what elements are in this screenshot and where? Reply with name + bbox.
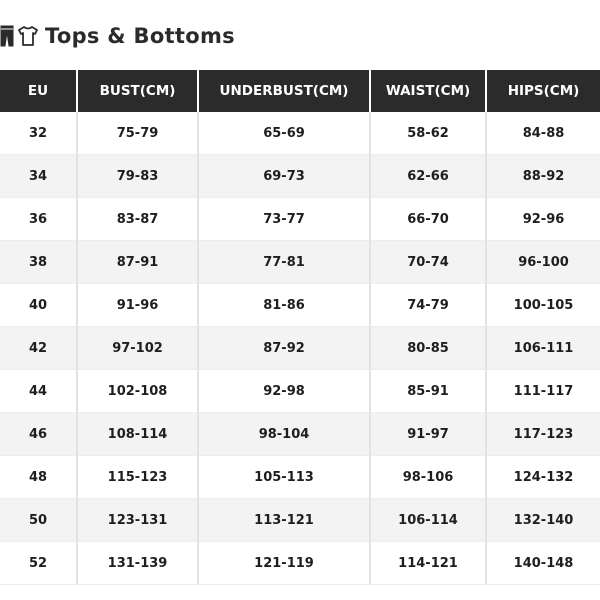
table-row [0, 198, 600, 241]
table-row [0, 499, 600, 542]
cell-underbust: 69-73 [199, 155, 371, 198]
cell-eu: 32 [0, 112, 78, 155]
table-row [0, 413, 600, 456]
column-header-waist: WAIST(CM) [371, 70, 487, 112]
pants-icon [0, 25, 14, 47]
cell-bust: 123-131 [78, 499, 199, 542]
table-row [0, 241, 600, 284]
cell-hips: 106-111 [487, 327, 600, 370]
cell-eu: 38 [0, 241, 78, 284]
cell-bust: 115-123 [78, 456, 199, 499]
cell-bust: 108-114 [78, 413, 199, 456]
table-row [0, 327, 600, 370]
cell-hips: 140-148 [487, 542, 600, 585]
cell-waist: 58-62 [371, 112, 487, 155]
cell-bust: 83-87 [78, 198, 199, 241]
cell-underbust: 81-86 [199, 284, 371, 327]
cell-eu: 40 [0, 284, 78, 327]
size-chart-table [0, 70, 600, 585]
table-row [0, 456, 600, 499]
page-title: Tops & Bottoms [45, 24, 235, 48]
cell-hips: 100-105 [487, 284, 600, 327]
cell-hips: 96-100 [487, 241, 600, 284]
cell-eu: 48 [0, 456, 78, 499]
column-header-bust: BUST(CM) [78, 70, 199, 112]
cell-bust: 97-102 [78, 327, 199, 370]
cell-eu: 34 [0, 155, 78, 198]
cell-waist: 80-85 [371, 327, 487, 370]
column-header-eu: EU [0, 70, 78, 112]
cell-waist: 62-66 [371, 155, 487, 198]
cell-underbust: 73-77 [199, 198, 371, 241]
cell-waist: 98-106 [371, 456, 487, 499]
cell-hips: 124-132 [487, 456, 600, 499]
column-header-hips: HIPS(CM) [487, 70, 600, 112]
cell-waist: 106-114 [371, 499, 487, 542]
cell-eu: 52 [0, 542, 78, 585]
cell-underbust: 65-69 [199, 112, 371, 155]
cell-hips: 132-140 [487, 499, 600, 542]
cell-hips: 84-88 [487, 112, 600, 155]
cell-hips: 111-117 [487, 370, 600, 413]
cell-waist: 70-74 [371, 241, 487, 284]
cell-underbust: 87-92 [199, 327, 371, 370]
cell-bust: 75-79 [78, 112, 199, 155]
cell-eu: 44 [0, 370, 78, 413]
cell-bust: 79-83 [78, 155, 199, 198]
cell-hips: 117-123 [487, 413, 600, 456]
cell-bust: 87-91 [78, 241, 199, 284]
column-header-underbust: UNDERBUST(CM) [199, 70, 371, 112]
cell-bust: 131-139 [78, 542, 199, 585]
cell-hips: 88-92 [487, 155, 600, 198]
title-icons [0, 25, 39, 47]
cell-underbust: 98-104 [199, 413, 371, 456]
table-row [0, 112, 600, 155]
shirt-icon [17, 25, 39, 47]
cell-waist: 74-79 [371, 284, 487, 327]
cell-underbust: 77-81 [199, 241, 371, 284]
cell-underbust: 105-113 [199, 456, 371, 499]
cell-eu: 42 [0, 327, 78, 370]
cell-eu: 46 [0, 413, 78, 456]
cell-eu: 50 [0, 499, 78, 542]
cell-underbust: 121-119 [199, 542, 371, 585]
cell-bust: 91-96 [78, 284, 199, 327]
cell-waist: 85-91 [371, 370, 487, 413]
table-row [0, 284, 600, 327]
cell-underbust: 92-98 [199, 370, 371, 413]
table-row [0, 155, 600, 198]
cell-hips: 92-96 [487, 198, 600, 241]
cell-underbust: 113-121 [199, 499, 371, 542]
table-row [0, 542, 600, 585]
table-header-row [0, 70, 600, 112]
table-row [0, 370, 600, 413]
cell-eu: 36 [0, 198, 78, 241]
cell-bust: 102-108 [78, 370, 199, 413]
title-bar [0, 18, 235, 54]
cell-waist: 91-97 [371, 413, 487, 456]
cell-waist: 114-121 [371, 542, 487, 585]
cell-waist: 66-70 [371, 198, 487, 241]
